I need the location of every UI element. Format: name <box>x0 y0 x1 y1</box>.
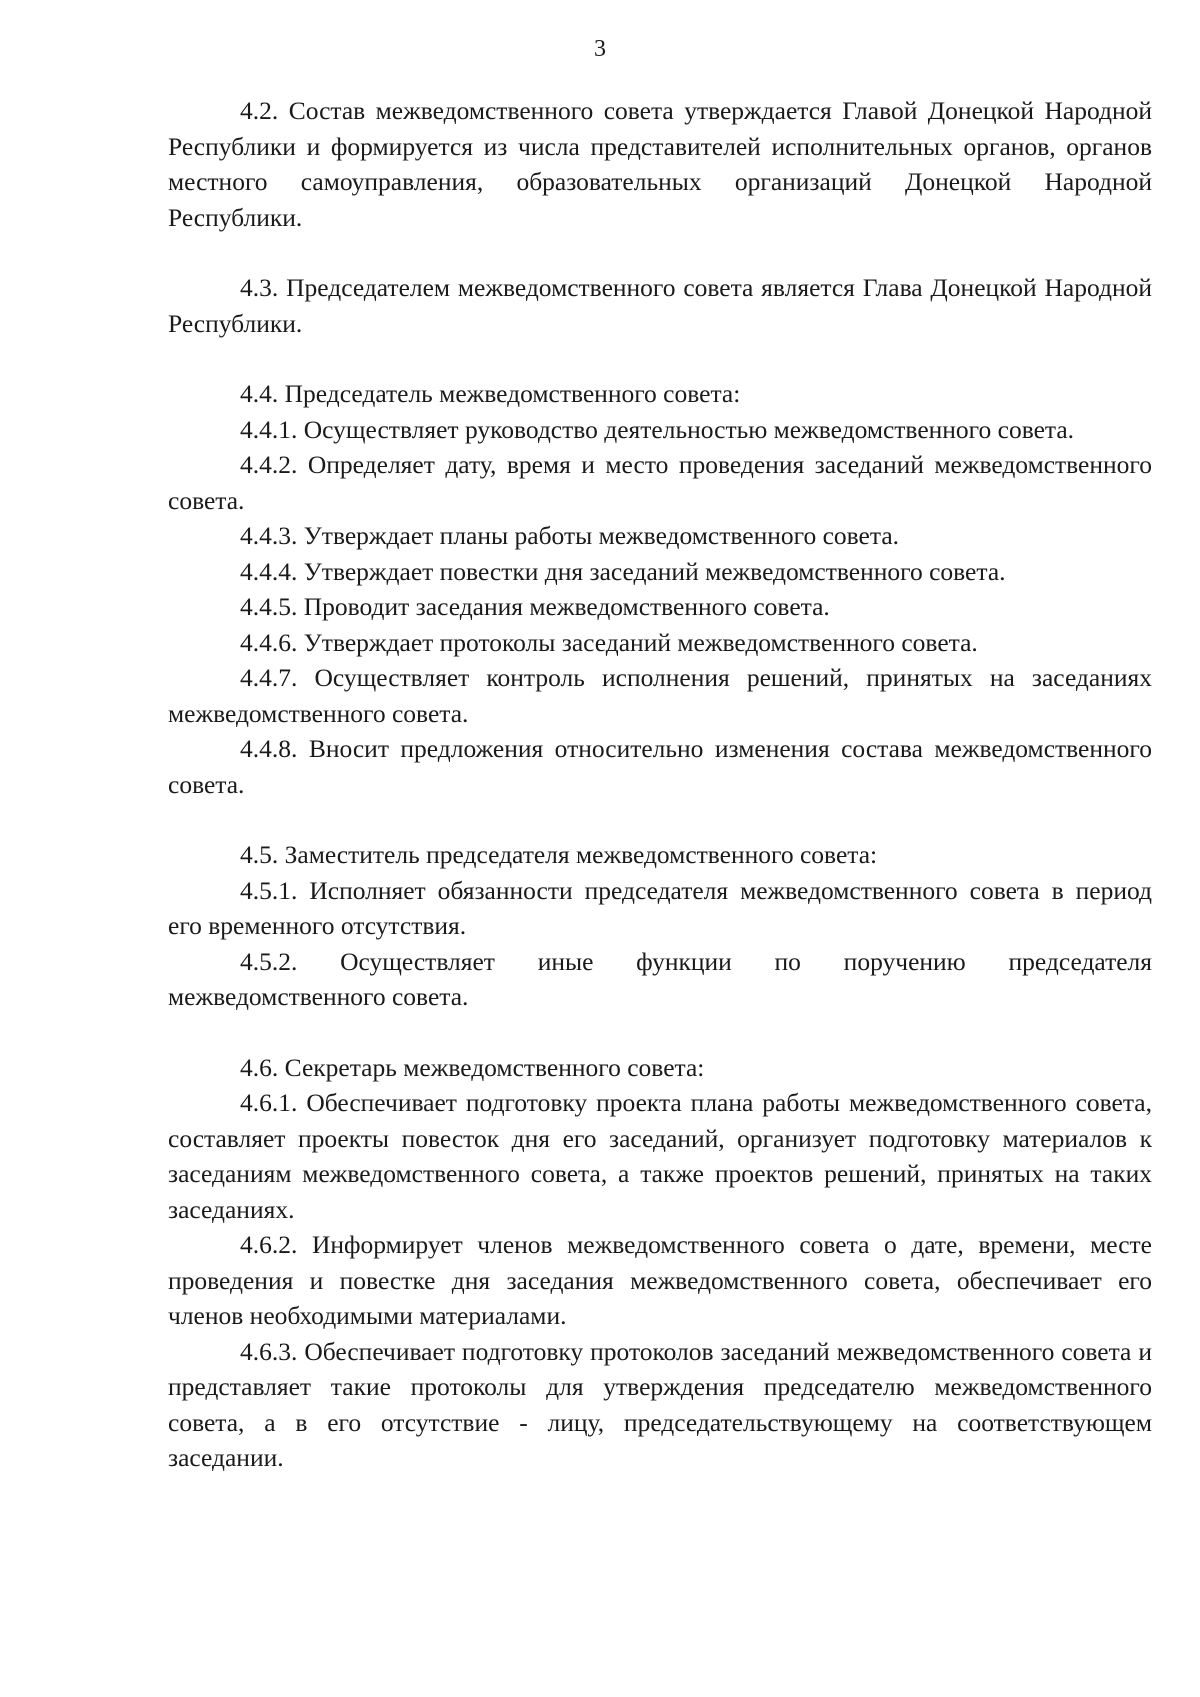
page-number: 3 <box>594 36 606 62</box>
paragraph-4-4-1: 4.4.1. Осуществляет руководство деятельностью межведомственного совета. <box>240 414 1075 444</box>
section-spacer <box>168 341 1152 376</box>
paragraph-4-5-2: 4.5.2. Осуществляет иные функции по поручению председателя межведомственного совета. <box>168 946 1152 1011</box>
paragraph-4-4-4: 4.4.4. Утверждает повестки дня заседаний межведомственного совета. <box>240 556 1006 586</box>
paragraph-4-6-2: 4.6.2. Информирует членов межведомственного совета о дате, времени, месте проведения и повестке дня заседания межведомственного совета, обеспечивает его членов необходимыми материалами. <box>168 1230 1152 1330</box>
paragraph-4-6-1: 4.6.1. Обеспечивает подготовку проекта плана работы межведомственного совета, составляет проекты повесток дня его заседаний, организует подготовку материалов к заседаниям межведомственного совета, а также проектов решений, принятых на таких заседаниях. <box>168 1088 1152 1224</box>
paragraph-4-5: 4.5. Заместитель председателя межведомственного совета: <box>240 840 878 869</box>
section-spacer <box>168 1015 1152 1050</box>
section-spacer <box>168 802 1152 837</box>
paragraph-4-4: 4.4. Председатель межведомственного совета: <box>240 379 741 408</box>
paragraph-4-4-2: 4.4.2. Определяет дату, время и место проведения заседаний межведомственного совета. <box>168 450 1152 515</box>
paragraph-4-4-6: 4.4.6. Утверждает протоколы заседаний межведомственного совета. <box>240 627 978 657</box>
paragraph-4-4-5: 4.4.5. Проводит заседания межведомственного совета. <box>240 592 830 621</box>
document-body <box>168 93 1152 1476</box>
paragraph-4-5-1: 4.5.1. Исполняет обязанности председателя межведомственного совета в период его временного отсутствия. <box>168 875 1152 940</box>
paragraph-4-4-7: 4.4.7. Осуществляет контроль исполнения решений, принятых на заседаниях межведомственного совета. <box>168 663 1152 728</box>
paragraph-4-6: 4.6. Секретарь межведомственного совета: <box>240 1052 705 1082</box>
paragraph-4-6-3: 4.6.3. Обеспечивает подготовку протоколов заседаний межведомственного совета и представляет такие протоколы для утверждения председателю межведомственного совета, а в его отсутствие - лицу, председательствующему на соответствующем заседании. <box>168 1336 1152 1472</box>
paragraph-4-4-8: 4.4.8. Вносит предложения относительно изменения состава межведомственного совета. <box>168 734 1152 799</box>
paragraph-4-2: 4.2. Состав межведомственного совета утверждается Главой Донецкой Народной Республики и формируется из числа представителей исполнительных органов, органов местного самоуправления, образовательных организаций Донецкой Народной Республики. <box>168 96 1152 232</box>
paragraph-4-3: 4.3. Председателем межведомственного совета является Глава Донецкой Народной Республики. <box>168 273 1152 338</box>
paragraph-4-4-3: 4.4.3. Утверждает планы работы межведомственного совета. <box>240 521 900 550</box>
section-spacer <box>168 235 1152 270</box>
